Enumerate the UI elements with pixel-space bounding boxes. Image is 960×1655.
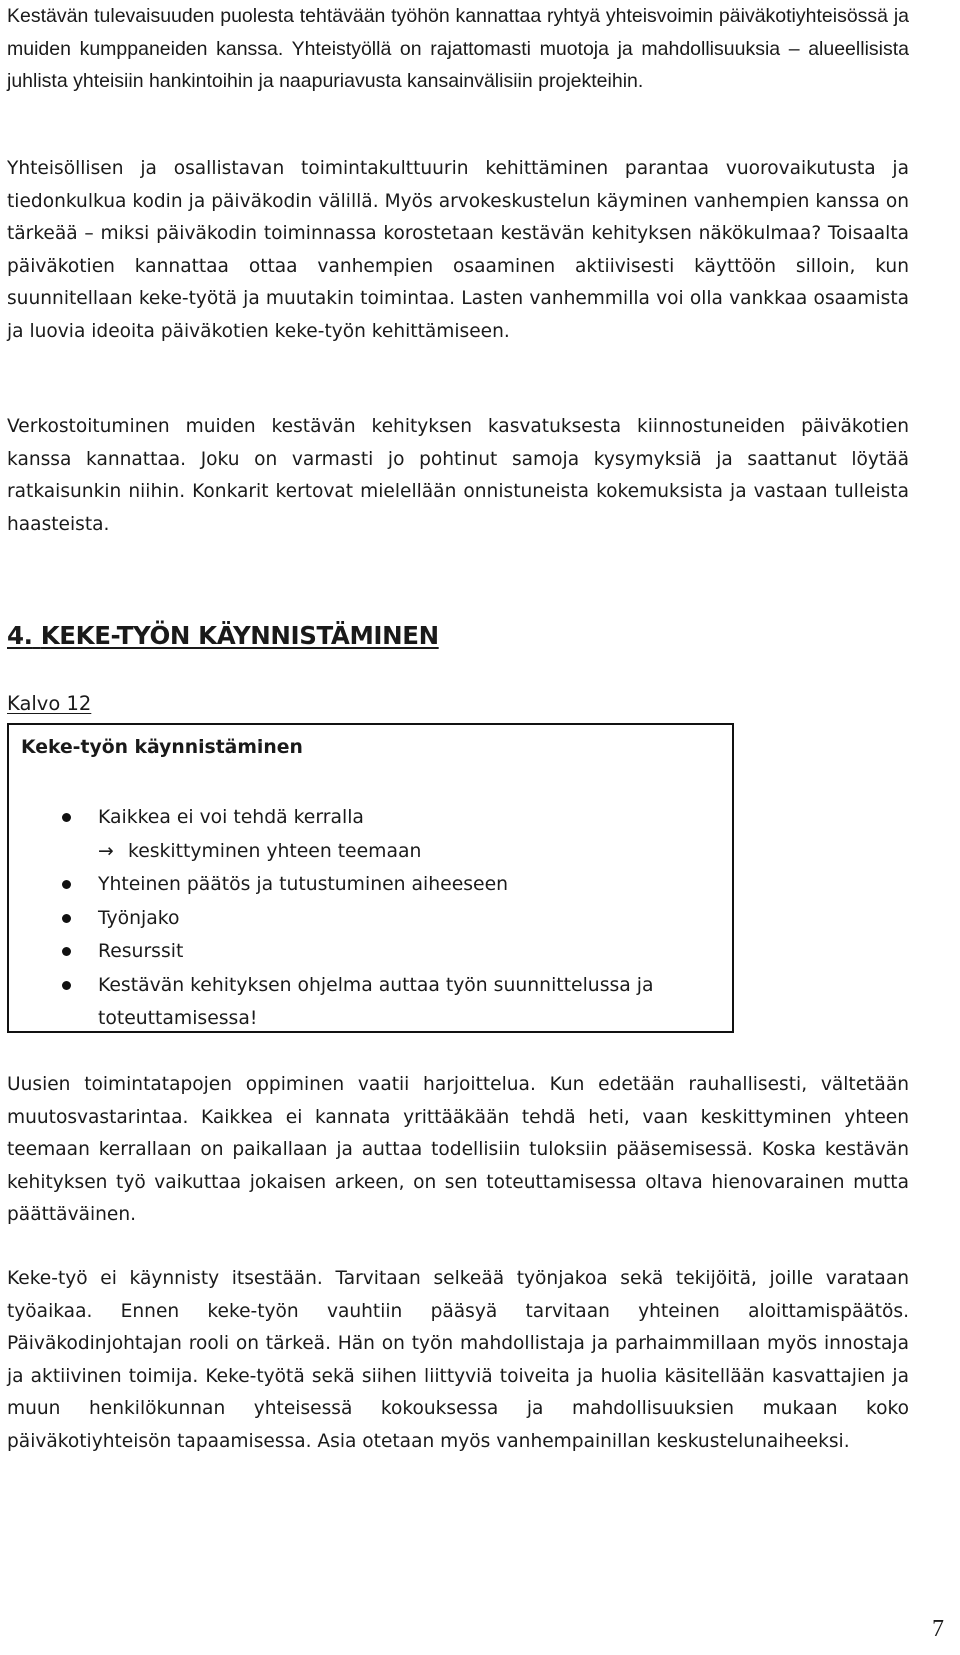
list-item xyxy=(9,835,678,869)
list-item-text: Työnjako xyxy=(98,907,180,929)
bullet-icon xyxy=(62,880,71,889)
list-item-text: Kestävän kehityksen ohjelma auttaa työn suunnittelussa ja toteuttamisessa! xyxy=(98,974,654,1029)
list-item-text: Kaikkea ei voi tehdä kerralla xyxy=(98,807,364,828)
slide-bullet-list xyxy=(9,801,678,1036)
slide-box xyxy=(7,723,734,1033)
list-item xyxy=(9,969,678,1036)
section-number: 4. xyxy=(7,621,33,650)
list-item-text: keskittyminen yhteen teemaan xyxy=(128,840,422,862)
arrow-right-icon: → xyxy=(98,840,114,862)
paragraph-cooperation: Kestävän tulevaisuuden puolesta tehtävään työhön kannattaa ryhtyä yhteisvoimin päiväkotiyhteisössä ja muiden kumppaneiden kanssa. Yhteistyöllä on rajattomasti muotoja ja mahdollisuuksia – alueellisista juhlista yhteisiin hankintoihin ja naapuriavusta kansainvälisiin projekteihin. xyxy=(7,5,909,92)
bullet-icon xyxy=(62,981,71,990)
bullet-icon xyxy=(62,813,71,822)
paragraph-starting-work: Keke-työ ei käynnisty itsestään. Tarvitaan selkeää työnjakoa sekä tekijöitä, joille varataan työaikaa. Ennen keke-työn vauhtiin pääsyä tarvitaan yhteinen aloittamispäätös. Päiväkodinjohtajan rooli on tärkeä. Hän on työn mahdollistaja ja parhaimmillaan myös innostaja ja aktiivinen toimija. Keke-työtä sekä siihen liittyviä toiveita ja huolia käsitellään kasvattajien ja muun henkilökunnan yhteisessä kokouksessa ja mahdollisuuksien mukaan koko päiväkotiyhteisön tapaamisessa. Asia otetaan myös vanhempainillan keskustelunaiheeksi. xyxy=(7,1268,909,1452)
list-item xyxy=(9,868,678,902)
paragraph-learning: Uusien toimintatapojen oppiminen vaatii harjoittelua. Kun edetään rauhallisesti, vältetään muutosvastarintaa. Kaikkea ei kannata yrittääkään tehdä heti, vaan keskittyminen yhteen teemaan kerrallaan on paikallaan ja auttaa todellisiin tuloksiin pääsemisessä. Koska kestävän kehityksen työ vaikuttaa jokaisen arkeen, on sen toteuttamisessa oltava hienovarainen mutta päättäväinen. xyxy=(7,1074,909,1225)
list-item-text: Resurssit xyxy=(98,941,184,962)
slide-title: Keke-työn käynnistäminen xyxy=(21,737,303,758)
list-item xyxy=(9,935,678,969)
section-title: KEKE-TYÖN KÄYNNISTÄMINEN xyxy=(40,621,439,650)
slide-label: Kalvo 12 xyxy=(7,692,92,715)
bullet-icon xyxy=(62,914,71,923)
paragraph-networking: Verkostoituminen muiden kestävän kehityksen kasvatuksesta kiinnostuneiden päiväkotien kanssa kannattaa. Joku on varmasti jo pohtinut samoja kysymyksiä ja saattanut löytää ratkaisunkin niihin. Konkarit kertovat mielellään onnistuneista kokemuksista ja vastaan tulleista haasteista. xyxy=(7,416,909,535)
list-item xyxy=(9,801,678,835)
list-item xyxy=(9,902,678,936)
section-heading xyxy=(7,621,439,650)
page-number: 7 xyxy=(932,1616,944,1642)
list-item-text: Yhteinen päätös ja tutustuminen aiheeseen xyxy=(98,874,509,895)
bullet-icon xyxy=(62,947,71,956)
paragraph-community-culture: Yhteisöllisen ja osallistavan toimintakulttuurin kehittäminen parantaa vuorovaikutusta ja tiedonkulkua kodin ja päiväkodin välillä. Myös arvokeskustelun käyminen vanhempien kanssa on tärkeää – miksi päiväkodin toiminnassa korostetaan kestävän kehityksen näkökulmaa? Toisaalta päiväkotien kannattaa ottaa vanhempien osaaminen aktiivisesti käyttöön silloin, kun suunnitellaan keke-työtä ja muutakin toimintaa. Lasten vanhemmilla voi olla vankkaa osaamista ja luovia ideoita päiväkotien keke-työn kehittämiseen. xyxy=(7,158,909,342)
